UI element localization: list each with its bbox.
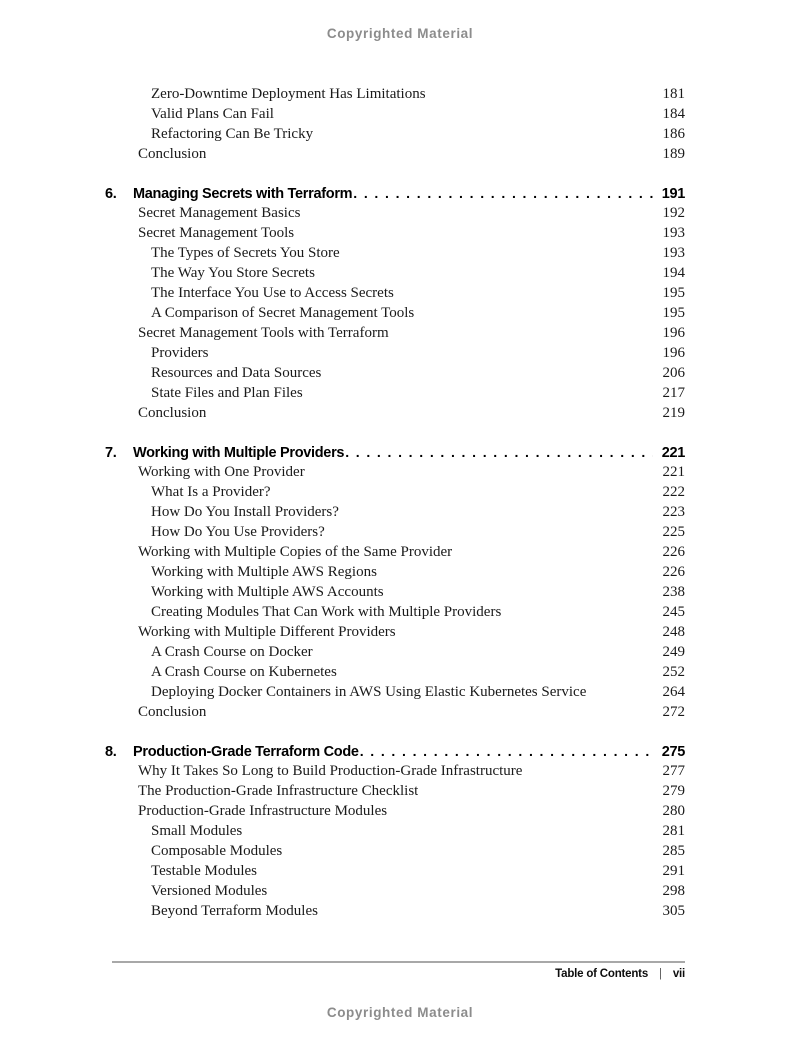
- toc-entry-page: 196: [662, 345, 685, 361]
- toc-entry-page: 206: [662, 365, 685, 381]
- toc-entry: [105, 562, 685, 582]
- toc-entry-title: Conclusion: [138, 405, 207, 421]
- toc-entry: [105, 363, 685, 383]
- toc-entry: [105, 801, 685, 821]
- toc-entry-title: How Do You Use Providers?: [151, 524, 325, 540]
- chapter-heading: [105, 741, 685, 761]
- chapter-heading: [105, 183, 685, 203]
- toc-entry-page: 189: [662, 146, 685, 162]
- toc-entry-title: Working with Multiple Different Providers: [138, 624, 396, 640]
- copyright-watermark-top: Copyrighted Material: [326, 26, 474, 41]
- toc-entry-page: 193: [662, 225, 685, 241]
- toc-entry-page: 221: [662, 464, 685, 480]
- chapter-title: Managing Secrets with Terraform: [133, 186, 353, 202]
- toc-entry: [105, 821, 685, 841]
- toc-entry: [105, 861, 685, 881]
- toc-entry-title: Resources and Data Sources: [151, 365, 322, 381]
- toc-entry-title: Conclusion: [138, 146, 207, 162]
- toc-entry: [105, 462, 685, 482]
- toc-entry-title: A Comparison of Secret Management Tools: [151, 305, 415, 321]
- toc-entry: [105, 502, 685, 522]
- table-of-contents: [105, 84, 685, 921]
- toc-chapter: [105, 183, 685, 423]
- toc-entry-title: Composable Modules: [151, 843, 283, 859]
- toc-entry: [105, 781, 685, 801]
- toc-entry: [105, 642, 685, 662]
- toc-entry: [105, 403, 685, 423]
- toc-entry-title: Working with Multiple Copies of the Same Provider: [138, 544, 453, 560]
- toc-entry-title: A Crash Course on Kubernetes: [151, 664, 337, 680]
- toc-entry: [105, 343, 685, 363]
- toc-entry-page: 226: [662, 564, 685, 580]
- toc-entry-title: Creating Modules That Can Work with Multiple Providers: [151, 604, 502, 620]
- toc-entry-title: The Production-Grade Infrastructure Checklist: [138, 783, 419, 799]
- toc-entry: [105, 522, 685, 542]
- toc-entry-page: 291: [662, 863, 685, 879]
- toc-entry-page: 277: [662, 763, 685, 779]
- toc-entry: [105, 602, 685, 622]
- chapter-page: 221: [661, 445, 685, 461]
- chapter-title: Working with Multiple Providers: [133, 445, 345, 461]
- toc-entry-page: 219: [662, 405, 685, 421]
- chapter-page: 275: [661, 744, 685, 760]
- toc-entry-page: 193: [662, 245, 685, 261]
- toc-entry-title: Versioned Modules: [151, 883, 268, 899]
- toc-entry: [105, 582, 685, 602]
- toc-entry-title: Valid Plans Can Fail: [151, 106, 274, 122]
- toc-entry: [105, 283, 685, 303]
- toc-entry-title: Providers: [151, 345, 209, 361]
- toc-entry-title: Beyond Terraform Modules: [151, 903, 318, 919]
- toc-entry-page: 222: [662, 484, 685, 500]
- footer-divider: [112, 961, 685, 963]
- dot-leader: [345, 442, 653, 463]
- toc-entry-page: 279: [662, 783, 685, 799]
- toc-entry-page: 194: [662, 265, 685, 281]
- toc-entry: [105, 124, 685, 144]
- toc-entry: [105, 263, 685, 283]
- toc-entry-page: 272: [662, 704, 685, 720]
- toc-entry-page: 223: [662, 504, 685, 520]
- toc-entry-title: Small Modules: [151, 823, 243, 839]
- toc-entry-page: 245: [662, 604, 685, 620]
- toc-entry-page: 238: [662, 584, 685, 600]
- toc-entry-title: Why It Takes So Long to Build Production-Grade Infrastructure: [138, 763, 523, 779]
- toc-entry-page: 181: [662, 86, 685, 102]
- toc-entry-page: 298: [662, 883, 685, 899]
- toc-entry-page: 226: [662, 544, 685, 560]
- toc-entry: [105, 702, 685, 722]
- toc-entry-title: How Do You Install Providers?: [151, 504, 339, 520]
- toc-entry-title: Production-Grade Infrastructure Modules: [138, 803, 388, 819]
- toc-entry-page: 225: [662, 524, 685, 540]
- toc-entry-page: 252: [662, 664, 685, 680]
- toc-entry-page: 195: [662, 285, 685, 301]
- toc-entry-title: Secret Management Tools with Terraform: [138, 325, 389, 341]
- toc-entry-title: Secret Management Tools: [138, 225, 295, 241]
- toc-entry-page: 196: [662, 325, 685, 341]
- toc-entry-title: Deploying Docker Containers in AWS Using Elastic Kubernetes Service: [151, 684, 587, 700]
- dot-leader: [360, 741, 653, 762]
- chapter-heading: [105, 442, 685, 462]
- footer-separator: |: [659, 968, 662, 980]
- toc-entry-title: The Interface You Use to Access Secrets: [151, 285, 394, 301]
- toc-entry-title: Conclusion: [138, 704, 207, 720]
- toc-entry-page: 305: [662, 903, 685, 919]
- toc-entry-title: Working with One Provider: [138, 464, 305, 480]
- toc-entry: [105, 203, 685, 223]
- toc-entry: [105, 223, 685, 243]
- toc-entry-title: Zero-Downtime Deployment Has Limitations: [151, 86, 426, 102]
- toc-entry-page: 264: [662, 684, 685, 700]
- toc-entry-title: A Crash Course on Docker: [151, 644, 313, 660]
- toc-entry: [105, 84, 685, 104]
- footer-section-label: Table of Contents: [555, 968, 649, 980]
- toc-entry-title: What Is a Provider?: [151, 484, 271, 500]
- toc-chapter: [105, 741, 685, 921]
- toc-entry-page: 186: [662, 126, 685, 142]
- toc-entry: [105, 881, 685, 901]
- toc-entry-page: 248: [662, 624, 685, 640]
- toc-entry: [105, 482, 685, 502]
- toc-entry: [105, 841, 685, 861]
- toc-entry-page: 280: [662, 803, 685, 819]
- toc-entry: [105, 662, 685, 682]
- copyright-watermark-bottom: Copyrighted Material: [326, 1005, 474, 1020]
- toc-entry-title: Working with Multiple AWS Accounts: [151, 584, 384, 600]
- dot-leader: [353, 183, 652, 204]
- toc-entry: [105, 104, 685, 124]
- toc-entry-title: Secret Management Basics: [138, 205, 301, 221]
- chapter-number: 8.: [105, 744, 117, 760]
- toc-entry: [105, 622, 685, 642]
- toc-entry: [105, 682, 685, 702]
- toc-entry: [105, 144, 685, 164]
- footer-page-number: vii: [672, 968, 685, 980]
- toc-entry-title: Refactoring Can Be Tricky: [151, 126, 314, 142]
- toc-entry: [105, 323, 685, 343]
- toc-entry-page: 195: [662, 305, 685, 321]
- toc-entry-title: Testable Modules: [151, 863, 258, 879]
- toc-entry-page: 281: [662, 823, 685, 839]
- toc-intro-entries: [105, 84, 685, 164]
- toc-entry-page: 192: [662, 205, 685, 221]
- toc-entry-title: State Files and Plan Files: [151, 385, 303, 401]
- toc-entry-page: 249: [662, 644, 685, 660]
- toc-chapters: [105, 183, 685, 921]
- toc-entry: [105, 243, 685, 263]
- chapter-page: 191: [661, 186, 685, 202]
- chapter-title: Production-Grade Terraform Code: [133, 744, 359, 760]
- toc-entry-title: Working with Multiple AWS Regions: [151, 564, 377, 580]
- chapter-number: 7.: [105, 445, 117, 461]
- toc-entry: [105, 901, 685, 921]
- toc-entry-title: The Types of Secrets You Store: [151, 245, 340, 261]
- toc-entry-page: 217: [662, 385, 685, 401]
- toc-entry-page: 285: [662, 843, 685, 859]
- chapter-number: 6.: [105, 186, 117, 202]
- toc-entry-page: 184: [662, 106, 685, 122]
- toc-entry: [105, 761, 685, 781]
- toc-entry: [105, 383, 685, 403]
- toc-entry-title: The Way You Store Secrets: [151, 265, 315, 281]
- page-footer: [555, 968, 685, 980]
- toc-entry: [105, 542, 685, 562]
- toc-chapter: [105, 442, 685, 722]
- toc-entry: [105, 303, 685, 323]
